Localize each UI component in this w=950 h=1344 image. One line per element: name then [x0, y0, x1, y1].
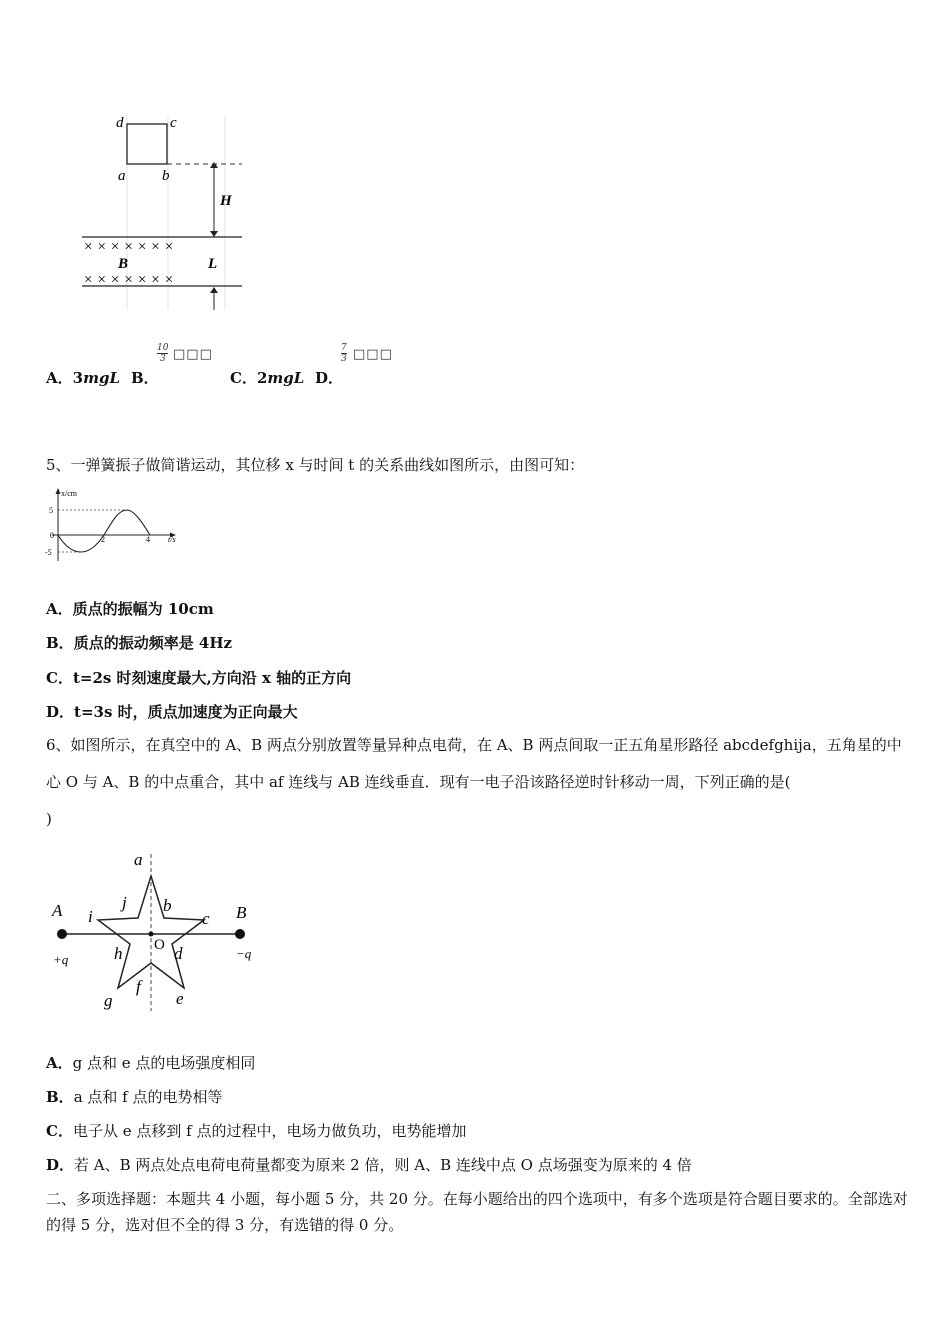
- q4-option-b-fraction: $\frac{10}{3}$: [157, 343, 169, 364]
- label-h6: h: [114, 944, 123, 963]
- field-crosses-row-1: ×××××××: [84, 239, 179, 255]
- charge-A-dot: [57, 929, 67, 939]
- q6-stem: 6、如图所示，在真空中的 A、B 两点分别放置等量异种点电荷，在 A、B 两点间取一正五角星形路径 abcdefghija，五角星的中心 O 与 A、B 的中点重合，其中 af 连线与 AB 连线垂直．现有一电子沿该路径逆时针移动一周，下列正确的是( ): [46, 736, 902, 828]
- q4-option-b-label: B．: [131, 369, 159, 387]
- charge-B-dot: [235, 929, 245, 939]
- q5-option-d: D．t=3s 时，质点加速度为正向最大: [46, 703, 298, 721]
- star-charge-figure: [40, 846, 280, 1016]
- loop-field-figure: [70, 105, 260, 320]
- label-L: L: [208, 256, 218, 272]
- label-minus-q: −q: [236, 946, 252, 961]
- section-2-instructions: 二、多项选择题：本题共 4 小题，每小题 5 分，共 20 分。在每小题给出的四个选项中，有多个选项是符合题目要求的。全部选对的得 5 分，选对但不全的得 3 分，有选错的得 0 分。: [46, 1190, 908, 1234]
- label-c: c: [170, 115, 177, 131]
- q6-option-c: C．电子从 e 点移到 f 点的过程中，电场力做负功，电势能增加: [46, 1122, 467, 1140]
- label-O6: O: [154, 937, 165, 953]
- label-j6: j: [122, 893, 127, 912]
- shm-xtick-4: 4: [146, 535, 150, 544]
- q4-option-c: C．2mgL: [230, 369, 305, 387]
- field-crosses-row-2: ×××××××: [84, 272, 179, 288]
- label-B6: B: [236, 903, 247, 922]
- label-c6: c: [202, 909, 210, 928]
- label-d6: d: [174, 944, 183, 963]
- q4-option-a-value: 3: [72, 369, 84, 387]
- q5-option-a: A．质点的振幅为 10cm: [46, 600, 214, 618]
- q5-option-b: B．质点的振动频率是 4Hz: [46, 634, 233, 652]
- shm-ytick-neg5: -5: [45, 548, 52, 557]
- shm-graph: [44, 486, 184, 566]
- q4-option-a-label: A．: [46, 369, 73, 387]
- label-plus-q: +q: [53, 952, 69, 967]
- label-i6: i: [88, 907, 93, 926]
- shm-ytick-0: 0: [50, 531, 54, 540]
- shm-ytick-5: 5: [49, 506, 53, 515]
- center-O-dot: [149, 932, 154, 937]
- label-B: B: [118, 256, 129, 272]
- label-a: a: [118, 168, 126, 184]
- label-A: A: [52, 901, 63, 920]
- label-b: b: [162, 168, 170, 184]
- q4-options: [46, 367, 120, 388]
- q6-option-d: D．若 A、B 两点处点电荷电荷量都变为原来 2 倍，则 A、B 连线中点 O 点场强变为原来的 4 倍: [46, 1156, 692, 1174]
- shm-xtick-2: 2: [101, 535, 105, 544]
- label-H: H: [220, 193, 232, 209]
- square-loop: [127, 124, 167, 164]
- q6-option-a: A．g 点和 e 点的电场强度相同: [46, 1054, 256, 1072]
- label-a6: a: [134, 850, 143, 869]
- q5-option-c: C．t=2s 时刻速度最大,方向沿 x 轴的正方向: [46, 669, 352, 687]
- q4-option-a-unit: mgL: [83, 369, 120, 387]
- label-g6: g: [104, 991, 113, 1010]
- label-b6: b: [163, 896, 172, 915]
- width-arrow-bottom: [210, 287, 218, 293]
- label-f6: f: [136, 977, 141, 996]
- q4-option-d-fraction: $\frac{7}{3}$: [341, 343, 347, 364]
- q4-option-d-placeholder: □□□: [353, 347, 393, 362]
- label-d: d: [116, 115, 124, 131]
- shm-ylabel: x/cm: [61, 489, 77, 498]
- q5-stem: 5、一弹簧振子做简谐运动，其位移 x 与时间 t 的关系曲线如图所示，由图可知：: [46, 456, 585, 474]
- q6-option-b: B．a 点和 f 点的电势相等: [46, 1088, 223, 1106]
- q4-option-d-label: D．: [315, 369, 344, 387]
- shm-xlabel: t/s: [168, 535, 176, 544]
- shm-curve: [58, 510, 150, 552]
- label-e6: e: [176, 989, 184, 1008]
- q4-option-b-placeholder: □□□: [173, 347, 213, 362]
